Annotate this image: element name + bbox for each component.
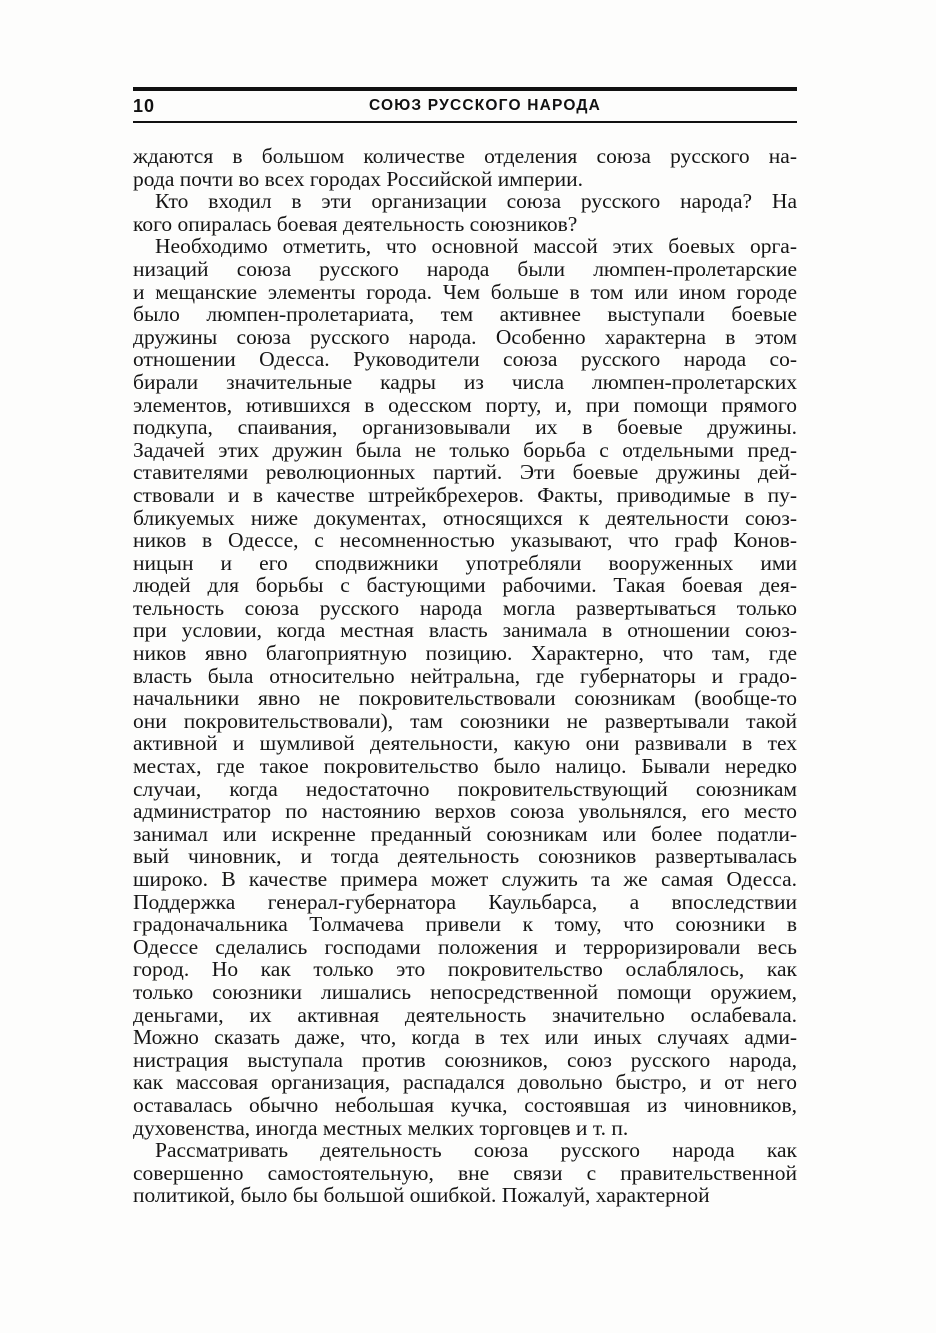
- text-line: местах, где такое покровительство было налицо. Бывали нередко: [133, 754, 797, 779]
- header-top-rule: [133, 87, 797, 91]
- text-line: бликуемых ниже документах, относящихся к деятельности союз-: [133, 505, 797, 530]
- text-line: власть была относительно нейтральна, где губернаторы и градо-: [133, 663, 797, 688]
- text-line: бирали значительные кадры из числа люмпен-пролетарских: [133, 369, 797, 394]
- text-line: кого опиралась боевая деятельность союзников?: [133, 211, 578, 236]
- running-title: СОЮЗ РУССКОГО НАРОДА: [368, 97, 602, 114]
- text-line: как массовая организация, распадался довольно быстро, и от него: [133, 1070, 797, 1095]
- text-line: вый чиновник, и тогда деятельность союзников развертывалась: [133, 844, 797, 869]
- text-line: Поддержка генерал-губернатора Каульбарса, а впоследствии: [133, 889, 797, 914]
- paragraph: [133, 1139, 797, 1207]
- text-line: ницын и его сподвижники употребляли вооруженных ими: [133, 550, 797, 575]
- text-line: администратор по настоянию верхов союза увольнялся, его место: [133, 799, 797, 824]
- text-line: случаи, когда недостаточно покровительствующий союзникам: [133, 776, 797, 801]
- paragraph: [133, 235, 797, 1139]
- text-line: ставителями революционных партий. Эти боевые дружины дей-: [133, 460, 797, 485]
- text-line: нистрация выступала против союзников, союз русского народа,: [133, 1047, 797, 1072]
- text-line: отношении Одесса. Руководители союза русского народа со-: [133, 347, 797, 372]
- text-line: низаций союза русского народа были люмпен-пролетарские: [133, 256, 797, 281]
- text-line: дружины союза русского народа. Особенно характерна в этом: [133, 324, 797, 349]
- text-line: активной и шумливой деятельности, какую они развивали в тех: [133, 731, 797, 756]
- text-line: ников явно благоприятную позицию. Характерно, что там, где: [133, 641, 797, 666]
- text-line: совершенно самостоятельную, вне связи с правительственной: [133, 1160, 797, 1185]
- text-line: деньгами, их активная деятельность значительно ослабевала.: [133, 1002, 797, 1027]
- text-line: подкупа, спаивания, организовывали их в боевые дружины.: [133, 415, 797, 440]
- text-line: Можно сказать даже, что, когда в тех или иных случаях адми-: [133, 1025, 797, 1050]
- text-line: градоначальника Толмачева привели к тому, что союзники в: [133, 912, 797, 937]
- text-line: Одессе сделались господами положения и терроризировали весь: [133, 934, 797, 959]
- text-line: элементов, ютившихся в одесском порту, и, при помощи прямого: [133, 392, 797, 417]
- text-line: при условии, когда местная власть занимала в отношении союз-: [133, 618, 797, 643]
- text-line: тельность союза русского народа могла развертываться только: [133, 595, 797, 620]
- text-line: они покровительствовали), там союзники не развертывали такой: [133, 708, 797, 733]
- text-line: оставалась обычно небольшая кучка, состоявшая из чиновников,: [133, 1092, 797, 1117]
- text-line: было люмпен-пролетариата, тем активнее выступали боевые: [133, 302, 797, 327]
- text-line: людей для борьбы с бастующими рабочими. Такая боевая дея-: [133, 573, 797, 598]
- text-line: Кто входил в эти организации союза русского народа? На: [155, 189, 797, 214]
- text-line: Рассматривать деятельность союза русского народа как: [155, 1138, 797, 1163]
- header-bottom-rule: [133, 121, 797, 123]
- text-line: рода почти во всех городах Российской империи.: [133, 166, 584, 191]
- text-line: широко. В качестве примера может служить та же самая Одесса.: [133, 867, 797, 891]
- text-line: ждаются в большом количестве отделения союза русского на-: [133, 144, 797, 168]
- text-line: ствовали и в качестве штрейкбрехеров. Факты, приводимые в пу-: [133, 482, 797, 507]
- body-text: [133, 145, 797, 1207]
- page-number: 10: [133, 96, 156, 116]
- text-line: Необходимо отметить, что основной массой этих боевых орга-: [155, 234, 797, 259]
- text-line: Задачей этих дружин была не только борьба с отдельными пред-: [133, 437, 797, 462]
- text-line: ников в Одессе, с несомненностью указывают, что граф Конов-: [133, 528, 797, 553]
- text-line: и мещанские элементы города. Чем больше в том или ином городе: [133, 279, 797, 304]
- running-header: [133, 94, 797, 120]
- text-line: только союзники лишались непосредственной помощи оружием,: [133, 979, 797, 1004]
- text-line: политикой, было бы большой ошибкой. Пожалуй, характерной: [133, 1183, 710, 1208]
- text-line: начальники явно не покровительствовали союзникам (вообще-то: [133, 686, 797, 711]
- paragraph: [133, 145, 797, 190]
- paragraph: [133, 190, 797, 235]
- text-line: занимал или искренне преданный союзникам или более податли-: [133, 821, 797, 846]
- text-line: город. Но как только это покровительство ослаблялось, как: [133, 957, 797, 982]
- text-line: духовенства, иногда местных мелких торговцев и т. п.: [133, 1115, 629, 1140]
